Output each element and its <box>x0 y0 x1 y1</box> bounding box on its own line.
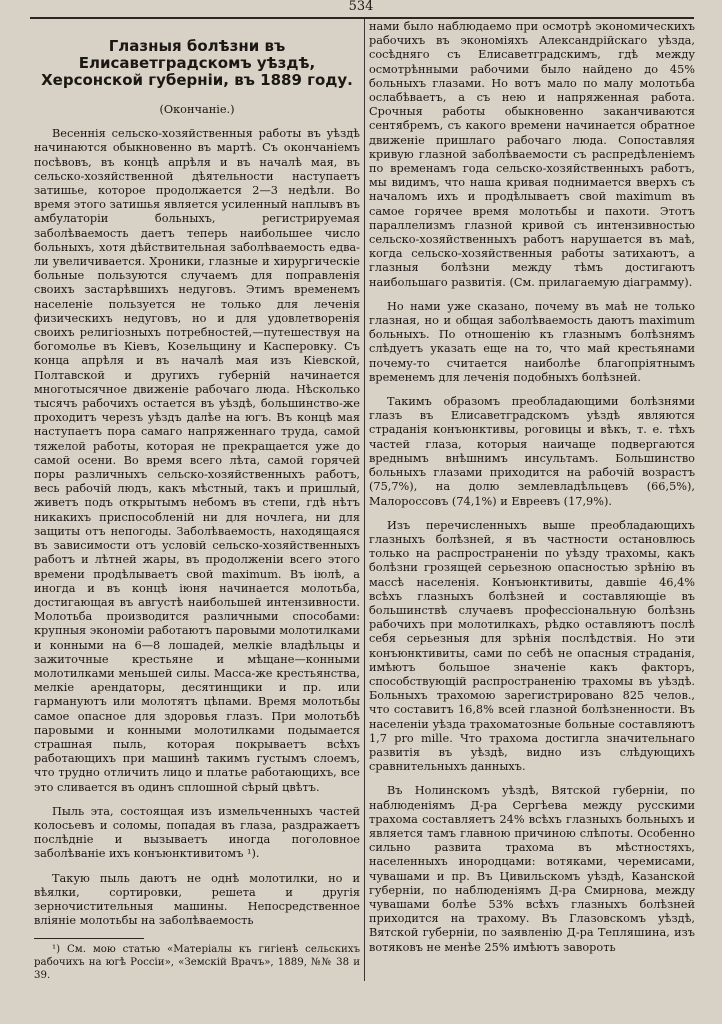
footnote-rule <box>34 938 144 939</box>
footnote: ¹) См. мою статью «Матеріалы къ гигіенѣ сельскихъ рабочихъ на югѣ Россіи», «Земскій Врачъ», 1889, №№ 38 и 39. <box>34 944 360 982</box>
paragraph: нами было наблюдаемо при осмотрѣ экономическихъ рабочихъ въ экономіяхъ Александрійскаго уѣзда, сосѣдняго съ Елисаветградскимъ, гдѣ между осмотрѣнными рабочими было найдено до 45% больныхъ глазами. Но вотъ мало по малу молотьба ослабѣваетъ, а съ нею и напряженная работа. Срочныя работы обыкновенно заканчиваются сентябремъ, съ какого времени начинается обратное движеніе пришлаго рабочаго люда. Сопоставляя кривую глазной заболѣваемости съ распредѣленіемъ по временамъ года сельско-хозяйственныхъ работъ, мы видимъ, что наша кривая поднимается вверхъ съ началомъ ихъ и продѣлываетъ свой maximum въ самое горячее время молотьбы и пахоти. Этотъ параллелизмъ глазной кривой съ интензивностью сельско-хозяйственныхъ работъ нарушается въ маѣ, когда сельско-хозяйственныя работы затихаютъ, а глазныя болѣзни между тѣмъ достигаютъ наибольшаго развитія. (См. прилагаемую діаграмму). <box>369 20 695 289</box>
article-title: Глазныя болѣзни въ Елисаветградскомъ уѣздѣ, Херсонской губерніи, въ 1889 году. <box>41 37 353 89</box>
paragraph: Такую пыль даютъ не однѣ молотилки, но и вѣялки, сортировки, решета и другія зерночистительныя машины. Непосредственное вліяніе молотьбы на заболѣваемость <box>34 871 360 928</box>
header-rule <box>30 17 694 19</box>
paragraph: Но нами уже сказано, почему въ маѣ не только глазная, но и общая заболѣваемость даютъ maximum больныхъ. По отношенію къ глазнымъ болѣзнямъ слѣдуетъ указать еще на то, что май крестьянами почему-то считается наиболѣе благопріятнымъ временемъ для леченія подобныхъ болѣзней. <box>369 299 695 384</box>
column-divider <box>364 19 365 981</box>
page-number: 534 <box>348 0 374 14</box>
left-column <box>34 24 360 982</box>
paragraph: Въ Нолинскомъ уѣздѣ, Вятской губерніи, по наблюденіямъ Д-ра Сергѣева между русскими трахома составляетъ 24% всѣхъ глазныхъ больныхъ и является тамъ главною причиною слѣпоты. Особенно сильно развита трахома въ мѣстностяхъ, населенныхъ инородцами: вотяками, черемисами, чувашами и пр. Въ Цивильскомъ уѣздѣ, Казанской губерніи, по наблюденіямъ Д-ра Смирнова, между чувашами болѣе 53% всѣхъ глазныхъ болѣзней приходится на трахому. Въ Глазовскомъ уѣздѣ, Вятской губерніи, по заявленію Д-ра Тепляшина, изъ вотяковъ не менѣе 25% имѣютъ завороть <box>369 784 695 954</box>
paragraph: Изъ перечисленныхъ выше преобладающихъ глазныхъ болѣзней, я въ частности остановлюсь только на распространеніи по уѣзду трахомы, какъ болѣзни грозящей серьезною опасностью зрѣнію въ массѣ населенія. Конъюнктивиты, давшіе 46,4% всѣхъ глазныхъ болѣзней и составляющіе въ большинствѣ случаевъ профессіональную болѣзнь рабочихъ при молотилкахъ, рѣдко оставляютъ послѣ себя серьезныя для зрѣнія послѣдствія. Но эти конъюнктивиты, сами по себѣ не опасныя страданія, имѣютъ большое значеніе какъ факторъ, способствующій распространенію трахомы въ уѣздѣ. Больныхъ трахомою зарегистрировано 825 челов., что составитъ 16,8% всей глазной болѣзненности. Въ населеніи уѣзда трахоматозные больные составляютъ 1,7 pro mille. Что трахома достигла значительнаго развитія въ уѣздѣ, видно изъ слѣдующихъ сравнительныхъ данныхъ. <box>369 518 695 774</box>
article-subtitle: (Окончаніе.) <box>159 103 235 116</box>
paragraph: Пыль эта, состоящая изъ измельченныхъ частей колосьевъ и соломы, попадая въ глаза, раздражаетъ послѣдніе и вызываетъ иногда поголовное заболѣваніе ихъ конъюнктивитомъ ¹). <box>34 804 360 861</box>
paragraph: Такимъ образомъ преобладающими болѣзнями глазъ въ Елисаветградскомъ уѣздѣ являются страданія конъюнктивы, роговицы и вѣкъ, т. е. тѣхъ частей глаза, которыя наичаще подвергаются вреднымъ внѣшнимъ инсультамъ. Большинство больныхъ глазами приходится на рабочій возрастъ (75,7%), на долю землевладѣльцевъ (66,5%), Малороссовъ (74,1%) и Евреевъ (17,9%). <box>369 395 695 508</box>
right-column <box>369 20 695 965</box>
paragraph: Весеннія сельско-хозяйственныя работы въ уѣздѣ начинаются обыкновенно въ мартѣ. Съ окончаніемъ посѣвовъ, въ концѣ апрѣля и въ началѣ мая, въ сельско-хозяйственной дѣятельности наступаетъ затишье, которое продолжается 2—3 недѣли. Во время этого затишья является усиленный наплывъ въ амбулаторіи больныхъ, регистрируемая заболѣваемость даетъ теперь наибольшее число больныхъ, хотя дѣйствительная заболѣваемость едва-ли увеличивается. Хроники, глазные и хирургическіе больные пользуются случаемъ для поправленія своихъ застарѣвшихъ недуговъ. Этимъ временемъ населеніе пользуется не только для леченія физическихъ недуговъ, но и для удовлетворенія своихъ религіозныхъ потребностей,—путешествуя на богомолье въ Кіевъ, Козельщину и Касперовку. Съ конца апрѣля и въ началѣ мая изъ Кіевской, Полтавской и другихъ губерній начинается многотысячное движеніе рабочаго люда. Нѣсколько тысячъ рабочихъ остается въ уѣздѣ, большинство-же проходитъ черезъ уѣздъ далѣе на югъ. Въ концѣ мая наступаетъ пора самаго напряженнаго труда, самой тяжелой работы, которая не прекращается уже до самой осени. Во время всего лѣта, самой горячей поры различныхъ сельско-хозяйственныхъ работъ, весь рабочій людъ, какъ мѣстный, такъ и пришлый, живетъ подъ открытымъ небомъ въ степи, гдѣ нѣтъ никакихъ приспособленій ни для ночлега, ни для защиты отъ непогоды. Заболѣваемость, находящаяся въ зависимости отъ условій сельско-хозяйственныхъ работъ и лѣтней жары, въ продолженіи всего этого времени продѣлываетъ свой maximum. Въ іюлѣ, а иногда и въ концѣ іюня начинается молотьба, достигающая въ августѣ наибольшей интензивности. Молотьба производится различными способами: крупныя экономіи работаютъ паровыми молотилками и конными на 6—8 лошадей, мелкіе владѣльцы и зажиточные крестьяне и мѣщане—конными молотилками меньшей силы. Масса-же крестьянства, мелкіе арендаторы, десятинщики и пр. или гармануютъ или молотятъ цѣпами. Время молотьбы самое опасное для здоровья глазъ. При молотьбѣ паровыми и конными молотилками подымается страшная пыль, которая покрываетъ всѣхъ работающихъ при машинѣ такимъ густымъ слоемъ, что трудно отличить лицо и платье работающихъ, все это сливается въ одинъ сплошной сѣрый цвѣтъ. <box>34 127 360 794</box>
